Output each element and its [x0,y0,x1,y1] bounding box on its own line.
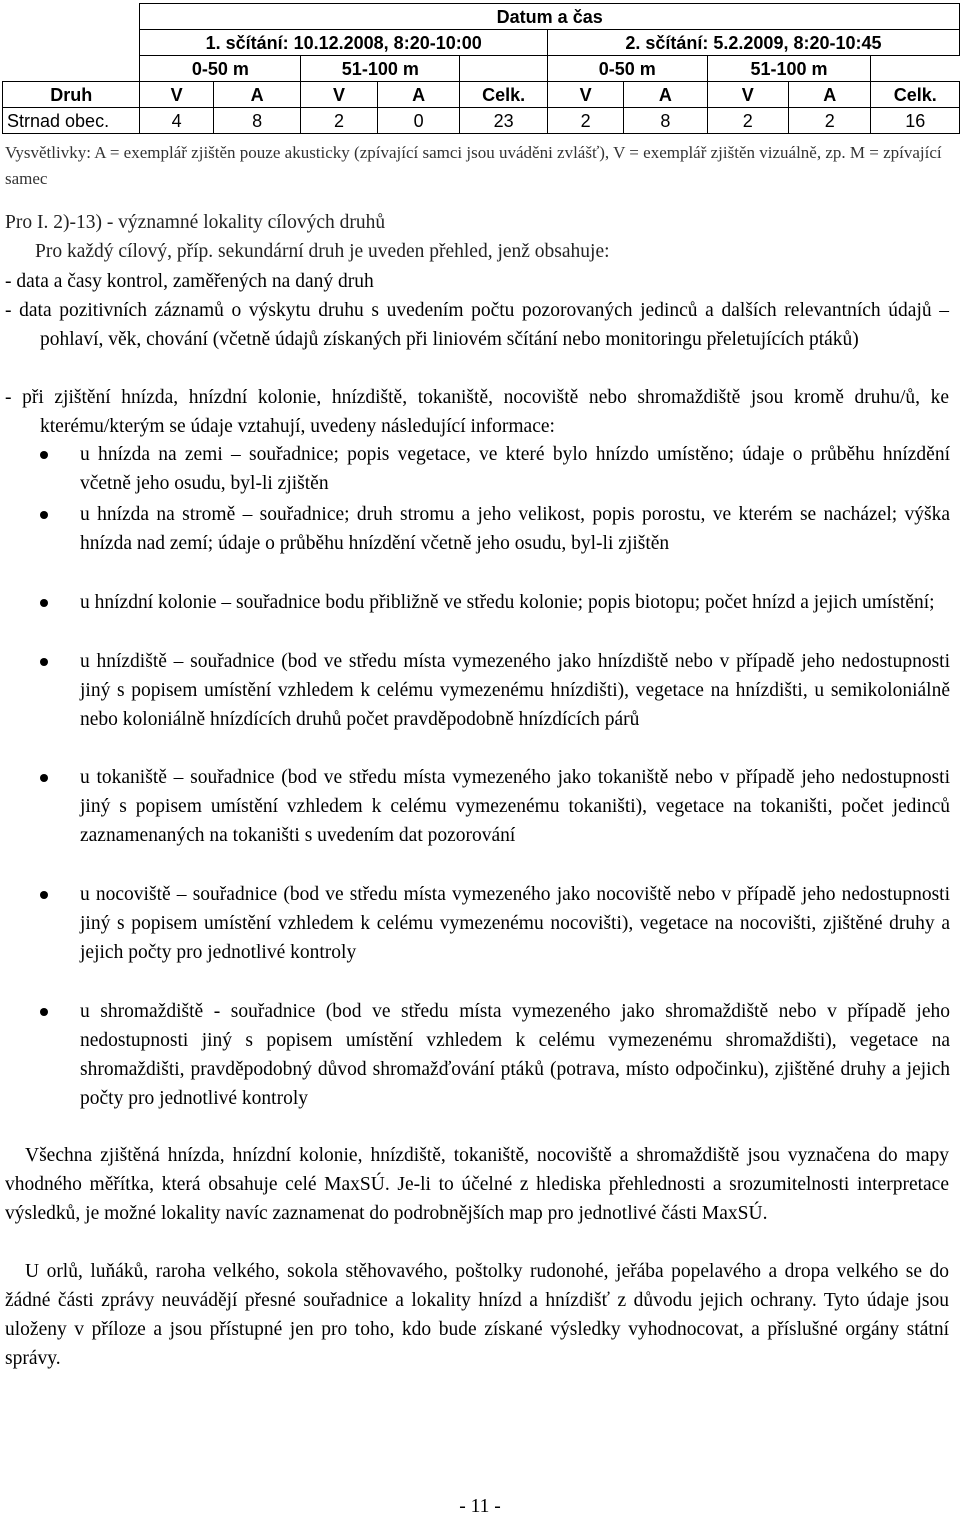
list-item-text: - data pozitivních záznamů o výskytu druhu s uvedením počtu pozorovaných jedinců a dalších relevantních údajů – pohlaví, věk, chování (včetně údajů získaných při liniovém sčítání nebo monitoringu přeletujících ptáků) [5,300,949,350]
bullet-item [40,647,950,734]
census-2-header: 2. sčítání: 5.2.2009, 8:20-10:45 [547,30,959,56]
paragraph: U orlů, luňáků, raroha velkého, sokola stěhovavého, poštolky rudonohé, jeřába popelavého a dropa velkého se do žádné části zprávy neuvádějí přesné souřadnice a lokality hnízd a hnízdišť z důvodu jejich ochrany. Tyto údaje jsou uloženy v příloze a jsou přístupné jen pro toho, kdo bude získané výsledky vyhodnocovat, a příslušné orgány státní správy. [5,1261,949,1369]
bullet-text: u tokaniště – souřadnice (bod ve středu místa vymezeného jako tokaniště nebo v případě jeho nedostupnosti jiný s popisem umístění vzhledem k celému vymezenému tokaništi), vegetace na tokaništi, počet jedinců zaznamenaných na tokaništi s uvedením dat pozorování [80,767,950,846]
census-table [2,3,960,134]
paragraph: Všechna zjištěná hnízda, hnízdní kolonie, hnízdiště, tokaniště, nocoviště a shromaždiště jsou vyznačena do mapy vhodného měřítka, která obsahuje celé MaxSÚ. Je-li to účelné z hlediska přehlednosti a srozumitelnosti interpretace výsledků, je možné lokality navíc zaznamenat do podrobnějších map pro jednotlivé části MaxSÚ. [5,1145,949,1224]
band-header: 51-100 m [707,56,871,82]
table-cell: 16 [871,108,960,134]
group-header: Datum a čas [140,4,960,30]
bullet-icon [40,599,48,607]
bullet-text: u nocoviště – souřadnice (bod ve středu místa vymezeného jako nocoviště nebo v případě jeho nedostupnosti jiný s popisem umístění vzhledem k celému vymezenému nocovišti), vegetace na nocovišti, zjištěné druhy a jejich počty pro jednotlivé kontroly [80,884,950,963]
list-item [5,296,949,354]
column-header: A [624,82,707,108]
table-cell: 8 [624,108,707,134]
column-header-total: Celk. [871,82,960,108]
table-header-row-4 [3,82,960,108]
list-item-text: - při zjištění hnízda, hnízdní kolonie, hnízdiště, tokaniště, nocoviště nebo shromaždiště jsou kromě druhu/ů, ke kterému/kterým se údaje vztahují, uvedeny následující informace: [5,387,949,437]
column-header: V [707,82,788,108]
column-header: A [789,82,871,108]
column-header: V [140,82,213,108]
table-legend: Vysvětlivky: A = exemplář zjištěn pouze akusticky (zpívající samci jsou uváděni zvlášť), V = exemplář zjištěn vizuálně, zp. M = zpívající samec [5,143,942,188]
bullet-text: u shromaždiště - souřadnice (bod ve středu místa vymezeného jako shromaždiště nebo v případě jeho nedostupnosti jiný s popisem umístění vzhledem k celému vymezenému shromaždišti), vegetace na shromaždišti, pravděpodobný důvod shromažďování ptáků (potrava, místo odpočinku), zjištěné druhy a jejich počty pro jednotlivé kontroly [80,1001,950,1109]
species-cell: Strnad obec. [3,108,140,134]
bullet-icon [40,658,48,666]
table-row [3,108,960,134]
bullet-item [40,500,950,558]
bullet-item [40,440,950,498]
bullet-icon [40,451,48,459]
band-header: 51-100 m [301,56,460,82]
column-header: A [377,82,460,108]
page-number: - 11 - [459,1496,501,1517]
table-cell: 23 [460,108,548,134]
bullet-item [40,763,950,850]
column-header-total: Celk. [460,82,548,108]
bullet-icon [40,1008,48,1016]
column-header: V [301,82,378,108]
table-cell: 2 [547,108,623,134]
column-header: V [547,82,623,108]
section-heading: Pro I. 2)-13) - významné lokality cílových druhů [5,212,386,233]
band-header: 0-50 m [140,56,301,82]
table-header-row-3 [3,56,960,82]
bullet-icon [40,891,48,899]
bullet-text: u hnízdní kolonie – souřadnice bodu přibližně ve středu kolonie; popis biotopu; počet hnízd a jejich umístění; [80,592,935,613]
band-header: 0-50 m [547,56,707,82]
bullet-item [40,880,950,967]
bullet-icon [40,774,48,782]
table-header-row-1 [3,4,960,30]
table-cell: 2 [789,108,871,134]
intro-text: Pro každý cílový, příp. sekundární druh je uveden přehled, jenž obsahuje: [35,241,610,262]
bullet-text: u hnízdiště – souřadnice (bod ve středu místa vymezeného jako hnízdiště nebo v případě jeho nedostupnosti jiný s popisem umístění vzhledem k celému vymezenému hnízdišti), vegetace na hnízdišti, u semikoloniálně nebo koloniálně hnízdících druhů počet pravděpodobně hnízdících párů [80,651,950,730]
census-1-header: 1. sčítání: 10.12.2008, 8:20-10:00 [140,30,547,56]
table-cell: 2 [301,108,378,134]
column-header-druh: Druh [3,82,140,108]
list-item: - data a časy kontrol, zaměřených na daný druh [5,271,374,292]
list-item [5,383,949,441]
bullet-item [40,997,950,1113]
table-cell: 4 [140,108,213,134]
table-cell: 0 [377,108,460,134]
bullet-icon [40,511,48,519]
bullet-text: u hnízda na stromě – souřadnice; druh stromu a jeho velikost, popis porostu, ve kterém se nacházel; výška hnízda nad zemí; údaje o průběhu hnízdění včetně jeho osudu, byl-li zjištěn [80,504,950,554]
table-cell: 2 [707,108,788,134]
table-header-row-2 [3,30,960,56]
table-cell: 8 [213,108,300,134]
bullet-item [40,588,950,617]
column-header: A [213,82,300,108]
bullet-text: u hnízda na zemi – souřadnice; popis vegetace, ve které bylo hnízdo umístěno; údaje o průběhu hnízdění včetně jeho osudu, byl-li zjištěn [80,444,950,494]
